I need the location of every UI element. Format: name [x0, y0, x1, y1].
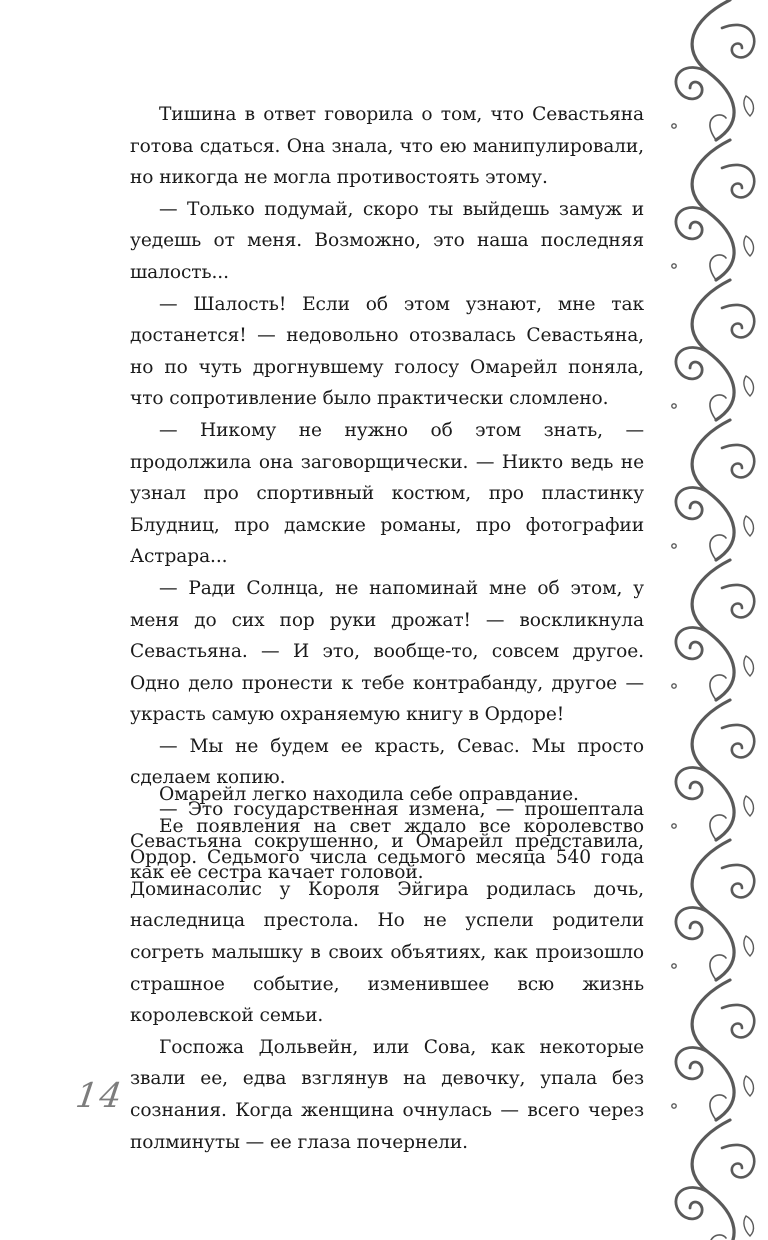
paragraph: — Это государственная измена, — прошептала Севастьяна сокрушенно, и Омарейл представила, как ее сестра качает головой. — [130, 799, 644, 884]
paragraph: Ее появления на свет ждало все королевство Ордор. Седьмого числа седьмого месяца 540 года Доминасолис у Короля Эйгира родилась дочь, наследница престола. Но не успели родители согреть малышку в своих объятиях, как произошло страшное событие, изменившее всю жизнь королевской семьи. — [130, 815, 644, 1027]
paragraph: Тишина в ответ говорила о том, что Севастьяна готова сдаться. Она знала, что ею манипулировали, но никогда не могла противостоять этому. — [130, 104, 644, 189]
paragraph: Госпожа Дольвейн, или Сова, как некоторые звали ее, едва взглянув на девочку, упала без сознания. Когда женщина очнулась — всего через полминуты — ее глаза почернели. — [130, 1036, 644, 1153]
paragraph: — Никому не нужно об этом знать, — продолжила она заговорщически. — Никто ведь не узнал про спортивный костюм, про пластинку Блудниц, про дамские романы, про фотографии Астрара... — [130, 419, 644, 568]
page-number: 14 — [73, 1076, 127, 1116]
paragraph: Омарейл легко находила себе оправдание. — [159, 784, 579, 805]
text-section-first — [130, 99, 644, 889]
paragraph: — Только подумай, скоро ты выйдешь замуж и уедешь от меня. Возможно, это наша последняя шалость... — [130, 198, 644, 283]
paragraph: — Ради Солнца, не напоминай мне об этом, у меня до сих пор руки дрожат! — воскликнула Севастьяна. — И это, вообще-то, совсем другое. Одно дело пронести к тебе контрабанду, другое — украсть самую охраняемую книгу в Ордоре! — [130, 577, 644, 726]
flourish-border-ornament — [660, 0, 768, 1240]
paragraph: — Шалость! Если об этом узнают, мне так достанется! — недовольно отозвалась Севастьяна, но по чуть дрогнувшему голосу Омарейл поняла, что сопротивление было практически сломлено. — [130, 293, 644, 410]
text-section-second — [130, 779, 644, 1158]
paragraph: — Мы не будем ее красть, Севас. Мы просто сделаем копию. — [130, 735, 644, 789]
